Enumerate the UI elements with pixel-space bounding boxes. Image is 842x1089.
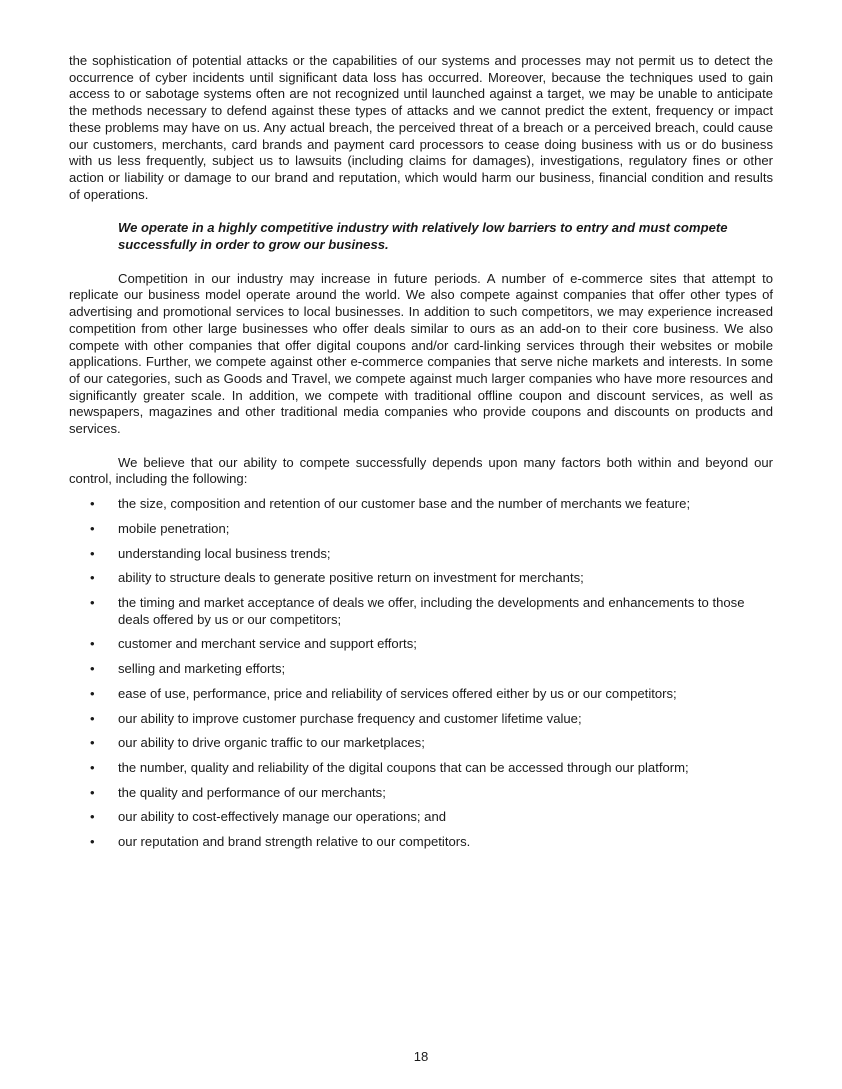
bullet-icon: • bbox=[90, 809, 95, 825]
list-item-text: our ability to improve customer purchase frequency and customer lifetime value; bbox=[118, 710, 582, 726]
bullet-icon: • bbox=[90, 570, 95, 586]
list-item-text: our reputation and brand strength relative to our competitors. bbox=[118, 834, 471, 850]
list-item-text: the number, quality and reliability of the digital coupons that can be accessed through our platform; bbox=[118, 759, 689, 775]
list-item bbox=[69, 496, 773, 513]
bullet-icon: • bbox=[90, 594, 95, 610]
list-item bbox=[69, 785, 773, 802]
list-item bbox=[69, 760, 773, 777]
list-item-text: our ability to drive organic traffic to our marketplaces; bbox=[118, 735, 425, 751]
cyber-risk-paragraph: the sophistication of potential attacks or the capabilities of our systems and processes may not permit us to detect the occurrence of cyber incidents until significant data loss has occurred. Moreover, because the techniques used to gain access to or sabotage systems often are not recognized until launched against a target, we may be unable to anticipate the methods necessary to defend against these types of attacks and we cannot predict the extent, frequency or impact these problems may have on us. Any actual breach, the perceived threat of a breach or a perceived breach, could cause our customers, merchants, card brands and payment card processors to cease doing business with us or do business with us less frequently, subject us to lawsuits (including claims for damages), investigations, regulatory fines or other action or liability or damage to our brand and reputation, which would harm our business, financial condition and results of operations. bbox=[69, 53, 773, 202]
list-item bbox=[69, 661, 773, 678]
list-item bbox=[69, 636, 773, 653]
list-item bbox=[69, 546, 773, 563]
list-item bbox=[69, 686, 773, 703]
list-item-text: ease of use, performance, price and reliability of services offered either by us or our competitors; bbox=[118, 685, 677, 701]
bullet-icon: • bbox=[90, 834, 95, 850]
bullet-icon: • bbox=[90, 636, 95, 652]
bullet-icon: • bbox=[90, 735, 95, 751]
document-page bbox=[69, 53, 773, 859]
list-item-text: customer and merchant service and support efforts; bbox=[118, 636, 417, 652]
bullet-icon: • bbox=[90, 496, 95, 512]
list-item bbox=[69, 595, 773, 628]
list-item bbox=[69, 521, 773, 538]
factors-intro-paragraph: We believe that our ability to compete successfully depends upon many factors both within and beyond our control, including the following: bbox=[69, 454, 773, 487]
list-item-text: ability to structure deals to generate positive return on investment for merchants; bbox=[118, 570, 584, 586]
list-item bbox=[69, 809, 773, 826]
list-item-text: the timing and market acceptance of deals we offer, including the developments and enhancements to those deals offered by us or our competitors; bbox=[118, 594, 745, 627]
bullet-icon: • bbox=[90, 784, 95, 800]
list-item-text: mobile penetration; bbox=[118, 520, 230, 536]
list-item bbox=[69, 570, 773, 587]
list-item bbox=[69, 735, 773, 752]
bullet-icon: • bbox=[90, 759, 95, 775]
bullet-icon: • bbox=[90, 661, 95, 677]
factors-list bbox=[69, 496, 773, 851]
list-item bbox=[69, 834, 773, 851]
list-item-text: the size, composition and retention of our customer base and the number of merchants we feature; bbox=[118, 496, 691, 512]
bullet-icon: • bbox=[90, 685, 95, 701]
list-item bbox=[69, 711, 773, 728]
page-number: 18 bbox=[413, 1049, 429, 1064]
bullet-icon: • bbox=[90, 710, 95, 726]
list-item-text: selling and marketing efforts; bbox=[118, 661, 286, 677]
list-item-text: our ability to cost-effectively manage our operations; and bbox=[118, 809, 447, 825]
bullet-icon: • bbox=[90, 520, 95, 536]
section-heading: We operate in a highly competitive industry with relatively low barriers to entry and must compete successfully in order to grow our business. bbox=[118, 220, 728, 253]
bullet-icon: • bbox=[90, 545, 95, 561]
competition-paragraph: Competition in our industry may increase in future periods. A number of e-commerce sites that attempt to replicate our business model operate around the world. We also compete against companies that offer other types of advertising and promotional services to local businesses. In addition to such competitors, we may experience increased competition from other large businesses who offer deals similar to ours as an add-on to their core business. We also compete with other companies that offer digital coupons and/or card-linking services through their websites or mobile applications. Further, we compete against other e-commerce companies that serve niche markets and interests. In some of our categories, such as Goods and Travel, we compete against much larger companies who have more resources and significantly greater scale. In addition, we compete with traditional offline coupon and discount services, as well as newspapers, magazines and other traditional media companies who provide coupons and discounts on products and services. bbox=[69, 270, 773, 437]
list-item-text: the quality and performance of our merchants; bbox=[118, 784, 386, 800]
list-item-text: understanding local business trends; bbox=[118, 545, 331, 561]
